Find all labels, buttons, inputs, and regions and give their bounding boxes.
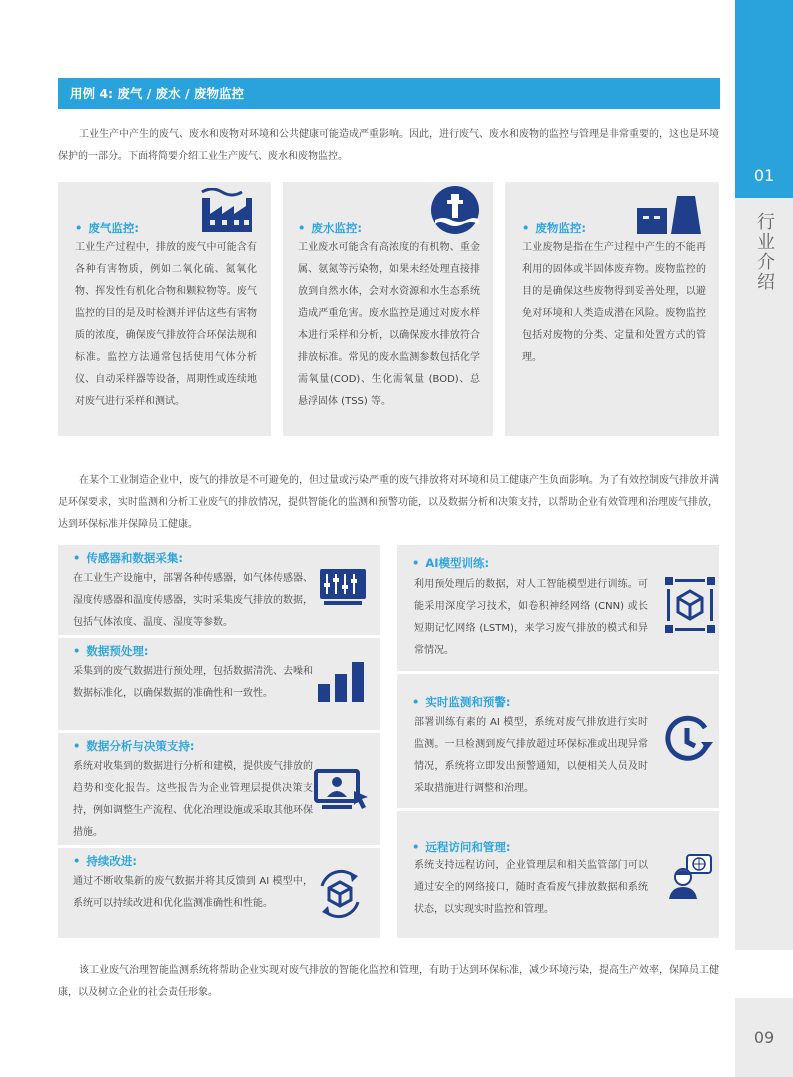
card-title: • 废物监控: <box>522 221 586 235</box>
section-number: 01 <box>735 152 793 198</box>
card-exhaust-gas <box>58 182 271 436</box>
section-label-text: 行业介绍 <box>754 212 775 292</box>
card-body: 通过不断收集新的废气数据并将其反馈到 AI 模型中，系统可以持续改进和优化监测准确性和性能。 <box>73 876 313 909</box>
card-title: • 传感器和数据采集: <box>73 551 183 565</box>
intro-paragraph: 工业生产中产生的废气、废水和废物对环境和公共健康可能造成严重影响。因此，进行废气、废水和废物的监控与管理是非常重要的，这也是环境保护的一部分。下面将简要介绍工业生产废气、废水和废物监控。 <box>58 129 719 162</box>
card-title: • 数据预处理: <box>73 644 149 658</box>
waste-plant-icon <box>637 196 701 234</box>
card-body: 在工业生产设施中，部署各种传感器，如气体传感器、湿度传感器和温度传感器，实时采集废气排放的数据，包括气体浓度、温度、湿度等参数。 <box>73 573 313 628</box>
remote-support-icon <box>667 853 713 899</box>
section-label <box>735 212 793 298</box>
bullet-dot: • <box>73 644 81 658</box>
bullet-dot: • <box>412 695 420 709</box>
rail-background <box>735 198 793 950</box>
card-remote-access <box>397 811 719 938</box>
card-wastewater <box>283 182 493 436</box>
card-solid-waste <box>505 182 719 436</box>
card-title: • 远程访问和管理: <box>412 840 511 854</box>
card-body: 工业废水可能含有高浓度的有机物、重金属、氨氮等污染物，如果未经处理直接排放到自然水体，会对水资源和水生态系统造成严重危害。废水监控是通过对废水样本进行采样和分析，以确保废水排放符合排放标准。常见的废水监测参数包括化学需氧量(COD)、生化需氧量 (BOD)、总悬浮固体 (TSS) 等。 <box>298 242 480 407</box>
bullet-dot: • <box>73 739 81 753</box>
card-title: • 持续改进: <box>73 854 137 868</box>
water-tower-icon <box>431 186 479 234</box>
sensor-control-panel-icon <box>320 569 366 607</box>
page-number: 09 <box>735 998 793 1077</box>
bullet-dot: • <box>522 221 530 235</box>
card-title: • 废气监控: <box>75 221 139 235</box>
card-title: • AI模型训练: <box>412 556 490 570</box>
card-title: • 废水监控: <box>298 221 362 235</box>
rail-accent-block <box>735 0 793 152</box>
closing-paragraph: 该工业废气治理智能监测系统将帮助企业实现对废气排放的智能化监控和管理，有助于达到环保标准，减少环境污染，提高生产效率，保障员工健康，以及树立企业的社会责任形象。 <box>58 965 719 998</box>
card-preprocessing <box>58 638 380 730</box>
card-body: 工业废物是指在生产过程中产生的不能再利用的固体或半固体废弃物。废物监控的目的是确保这些废物得到妥善处理，以避免对环境和人类造成潜在风险。废物监控包括对废物的分类、定量和处置方式的管理。 <box>522 242 706 363</box>
clock-alert-icon <box>663 714 715 766</box>
card-body: 工业生产过程中，排放的废气中可能含有各种有害物质，例如二氧化硫、氮氧化物、挥发性有机化合物和颗粒物等。废气监控的目的是及时检测并评估这些有害物质的浓度，确保废气排放符合环保法规和标准。监控方法通常包括使用气体分析仪、自动采样器等设备，周期性或连续地对废气进行采样和测试。 <box>75 242 257 407</box>
card-body: 利用预处理后的数据，对人工智能模型进行训练。可能采用深度学习技术，如卷积神经网络 (CNN) 或长短期记忆网络 (LSTM)，来学习废气排放的模式和异常情况。 <box>414 579 648 656</box>
bullet-dot: • <box>73 854 81 868</box>
card-body: 系统支持远程访问，企业管理层和相关监管部门可以通过安全的网络接口，随时查看废气排放数据和系统状态，以实现实时监控和管理。 <box>414 860 648 915</box>
card-title: • 数据分析与决策支持: <box>73 739 195 753</box>
cycle-cube-icon <box>314 868 366 920</box>
factory-icon <box>200 188 252 232</box>
card-ai-training <box>397 545 719 671</box>
presentation-screen-icon <box>314 769 370 811</box>
bullet-dot: • <box>412 840 420 854</box>
card-body: 部署训练有素的 AI 模型，系统对废气排放进行实时监测。一旦检测到废气排放超过环保标准或出现异常情况，系统将立即发出预警通知，以便相关人员及时采取措施进行调整和治理。 <box>414 717 648 794</box>
card-realtime-monitoring <box>397 674 719 808</box>
card-continuous-improvement <box>58 848 380 938</box>
card-body: 采集到的废气数据进行预处理，包括数据清洗、去噪和数据标准化，以确保数据的准确性和一致性。 <box>73 666 313 699</box>
card-body: 系统对收集到的数据进行分析和建模，提供废气排放的趋势和变化报告。这些报告为企业管理层提供决策支持，例如调整生产流程、优化治理设施或采取其他环保措施。 <box>73 761 313 838</box>
cube-frame-icon <box>665 575 715 635</box>
card-title: • 实时监测和预警: <box>412 695 511 709</box>
card-analysis <box>58 733 380 845</box>
card-sensors <box>58 545 380 635</box>
page-title: 用例 4: 废气 / 废水 / 废物监控 <box>58 78 720 109</box>
bullet-dot: • <box>298 221 306 235</box>
bullet-dot: • <box>73 551 81 565</box>
bullet-dot: • <box>75 221 83 235</box>
bar-chart-icon <box>318 662 364 702</box>
middle-paragraph: 在某个工业制造企业中，废气的排放是不可避免的，但过量或污染严重的废气排放将对环境和员工健康产生负面影响。为了有效控制废气排放并满足环保要求，实时监测和分析工业废气的排放情况，提供智能化的监测和预警功能，以及数据分析和决策支持，以帮助企业有效管理和治理废气排放，达到环保标准并保障员工健康。 <box>58 475 719 530</box>
bullet-dot: • <box>412 556 420 570</box>
